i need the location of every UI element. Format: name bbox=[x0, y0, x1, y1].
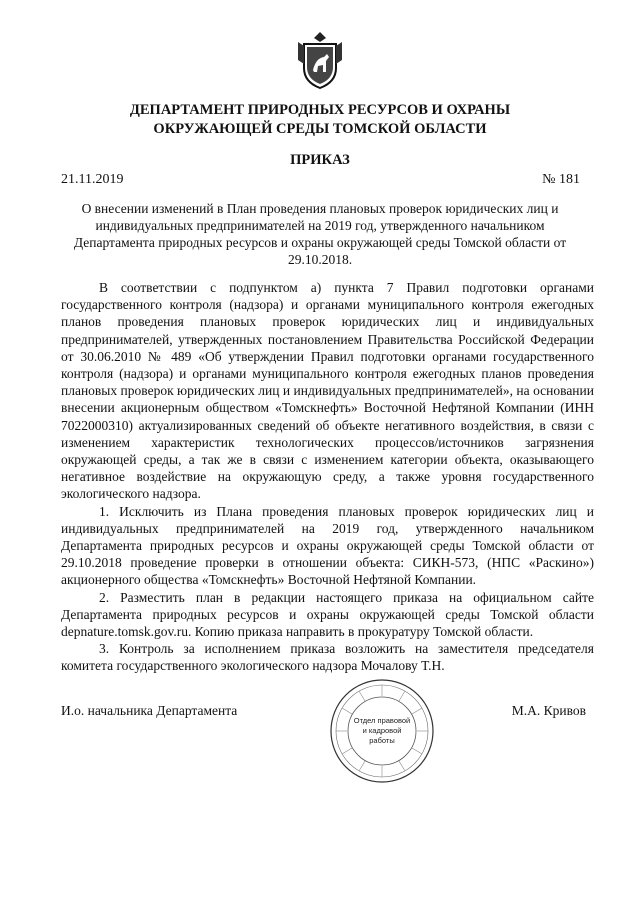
document-number: № 181 bbox=[542, 172, 580, 187]
department-title bbox=[60, 101, 580, 139]
department-title-line1: ДЕПАРТАМЕНТ ПРИРОДНЫХ РЕСУРСОВ И ОХРАНЫ bbox=[129, 102, 511, 118]
stamp-line2: и кадровой bbox=[362, 726, 402, 735]
signer-title: И.о. начальника Департамента bbox=[61, 703, 238, 718]
stamp-line1: Отдел правовой bbox=[353, 716, 411, 725]
document-date: 21.11.2019 bbox=[61, 172, 124, 187]
body-paragraph: 3. Контроль за исполнением приказа возложить на заместителя председателя комитета государственного экологического надзора Мочалову Т.Н. bbox=[61, 641, 594, 674]
body-paragraph: 2. Разместить план в редакции настоящего приказа на официальном сайте Департамента природных ресурсов и охраны окружающей среды Томской области depnature.tomsk.gov.ru. Копию приказа направить в прокуратуру Томской области. bbox=[61, 589, 594, 640]
signer-name: М.А. Кривов bbox=[511, 703, 586, 718]
body-paragraph: 1. Исключить из Плана проведения плановых проверок юридических лиц и индивидуальных предпринимателей на 2019 год, утвержденного начальником Департамента природных ресурсов и охраны окружающей среды Томской области от 29.10.2018 проведение проверки в отношении объекта: СИКН-573, (НПС «Раскино») акционерного общества «Томскнефть» Восточной Нефтяной Компании. bbox=[61, 503, 594, 588]
document-subject: О внесении изменений в План проведения плановых проверок юридических лиц и индивидуальных предпринимателей на 2019 год, утвержденного начальником Департамента природных ресурсов и охраны окружающей среды Томской области от 29.10.2018. bbox=[73, 201, 567, 267]
approval-stamp-icon bbox=[327, 676, 437, 786]
stamp-line3: работы bbox=[369, 736, 395, 745]
document-type: ПРИКАЗ bbox=[290, 152, 350, 168]
body-paragraph: В соответствии с подпунктом а) пункта 7 Правил подготовки органами государственного контроля (надзора) и органами муниципального контроля ежегодных планов проведения плановых проверок юридических лиц и индивидуальных предпринимателей, утвержденных постановлением Правительства Российской Федерации от 30.06.2010 № 489 «Об утверждении Правил подготовки органами государственного контроля (надзора) и органами муниципального контроля ежегодных планов проведения плановых проверок юридических лиц и индивидуальных предпринимателей», на основании внесении акционерным обществом «Томскнефть» Восточной Нефтяной Компании (ИНН 7022000310) актуализированных сведений об объекте негативного воздействия, в связи с изменением характеристик технологических процессов/источников загрязнения окружающей среды, а так же в связи с изменением категории объекта, оказывающего негативное воздействие на окружающую среду, а также уровня государственного экологического надзора. bbox=[61, 280, 594, 502]
department-title-line2: ОКРУЖАЮЩЕЙ СРЕДЫ ТОМСКОЙ ОБЛАСТИ bbox=[153, 121, 487, 137]
document-body bbox=[61, 279, 594, 675]
coat-of-arms-icon bbox=[296, 30, 344, 90]
